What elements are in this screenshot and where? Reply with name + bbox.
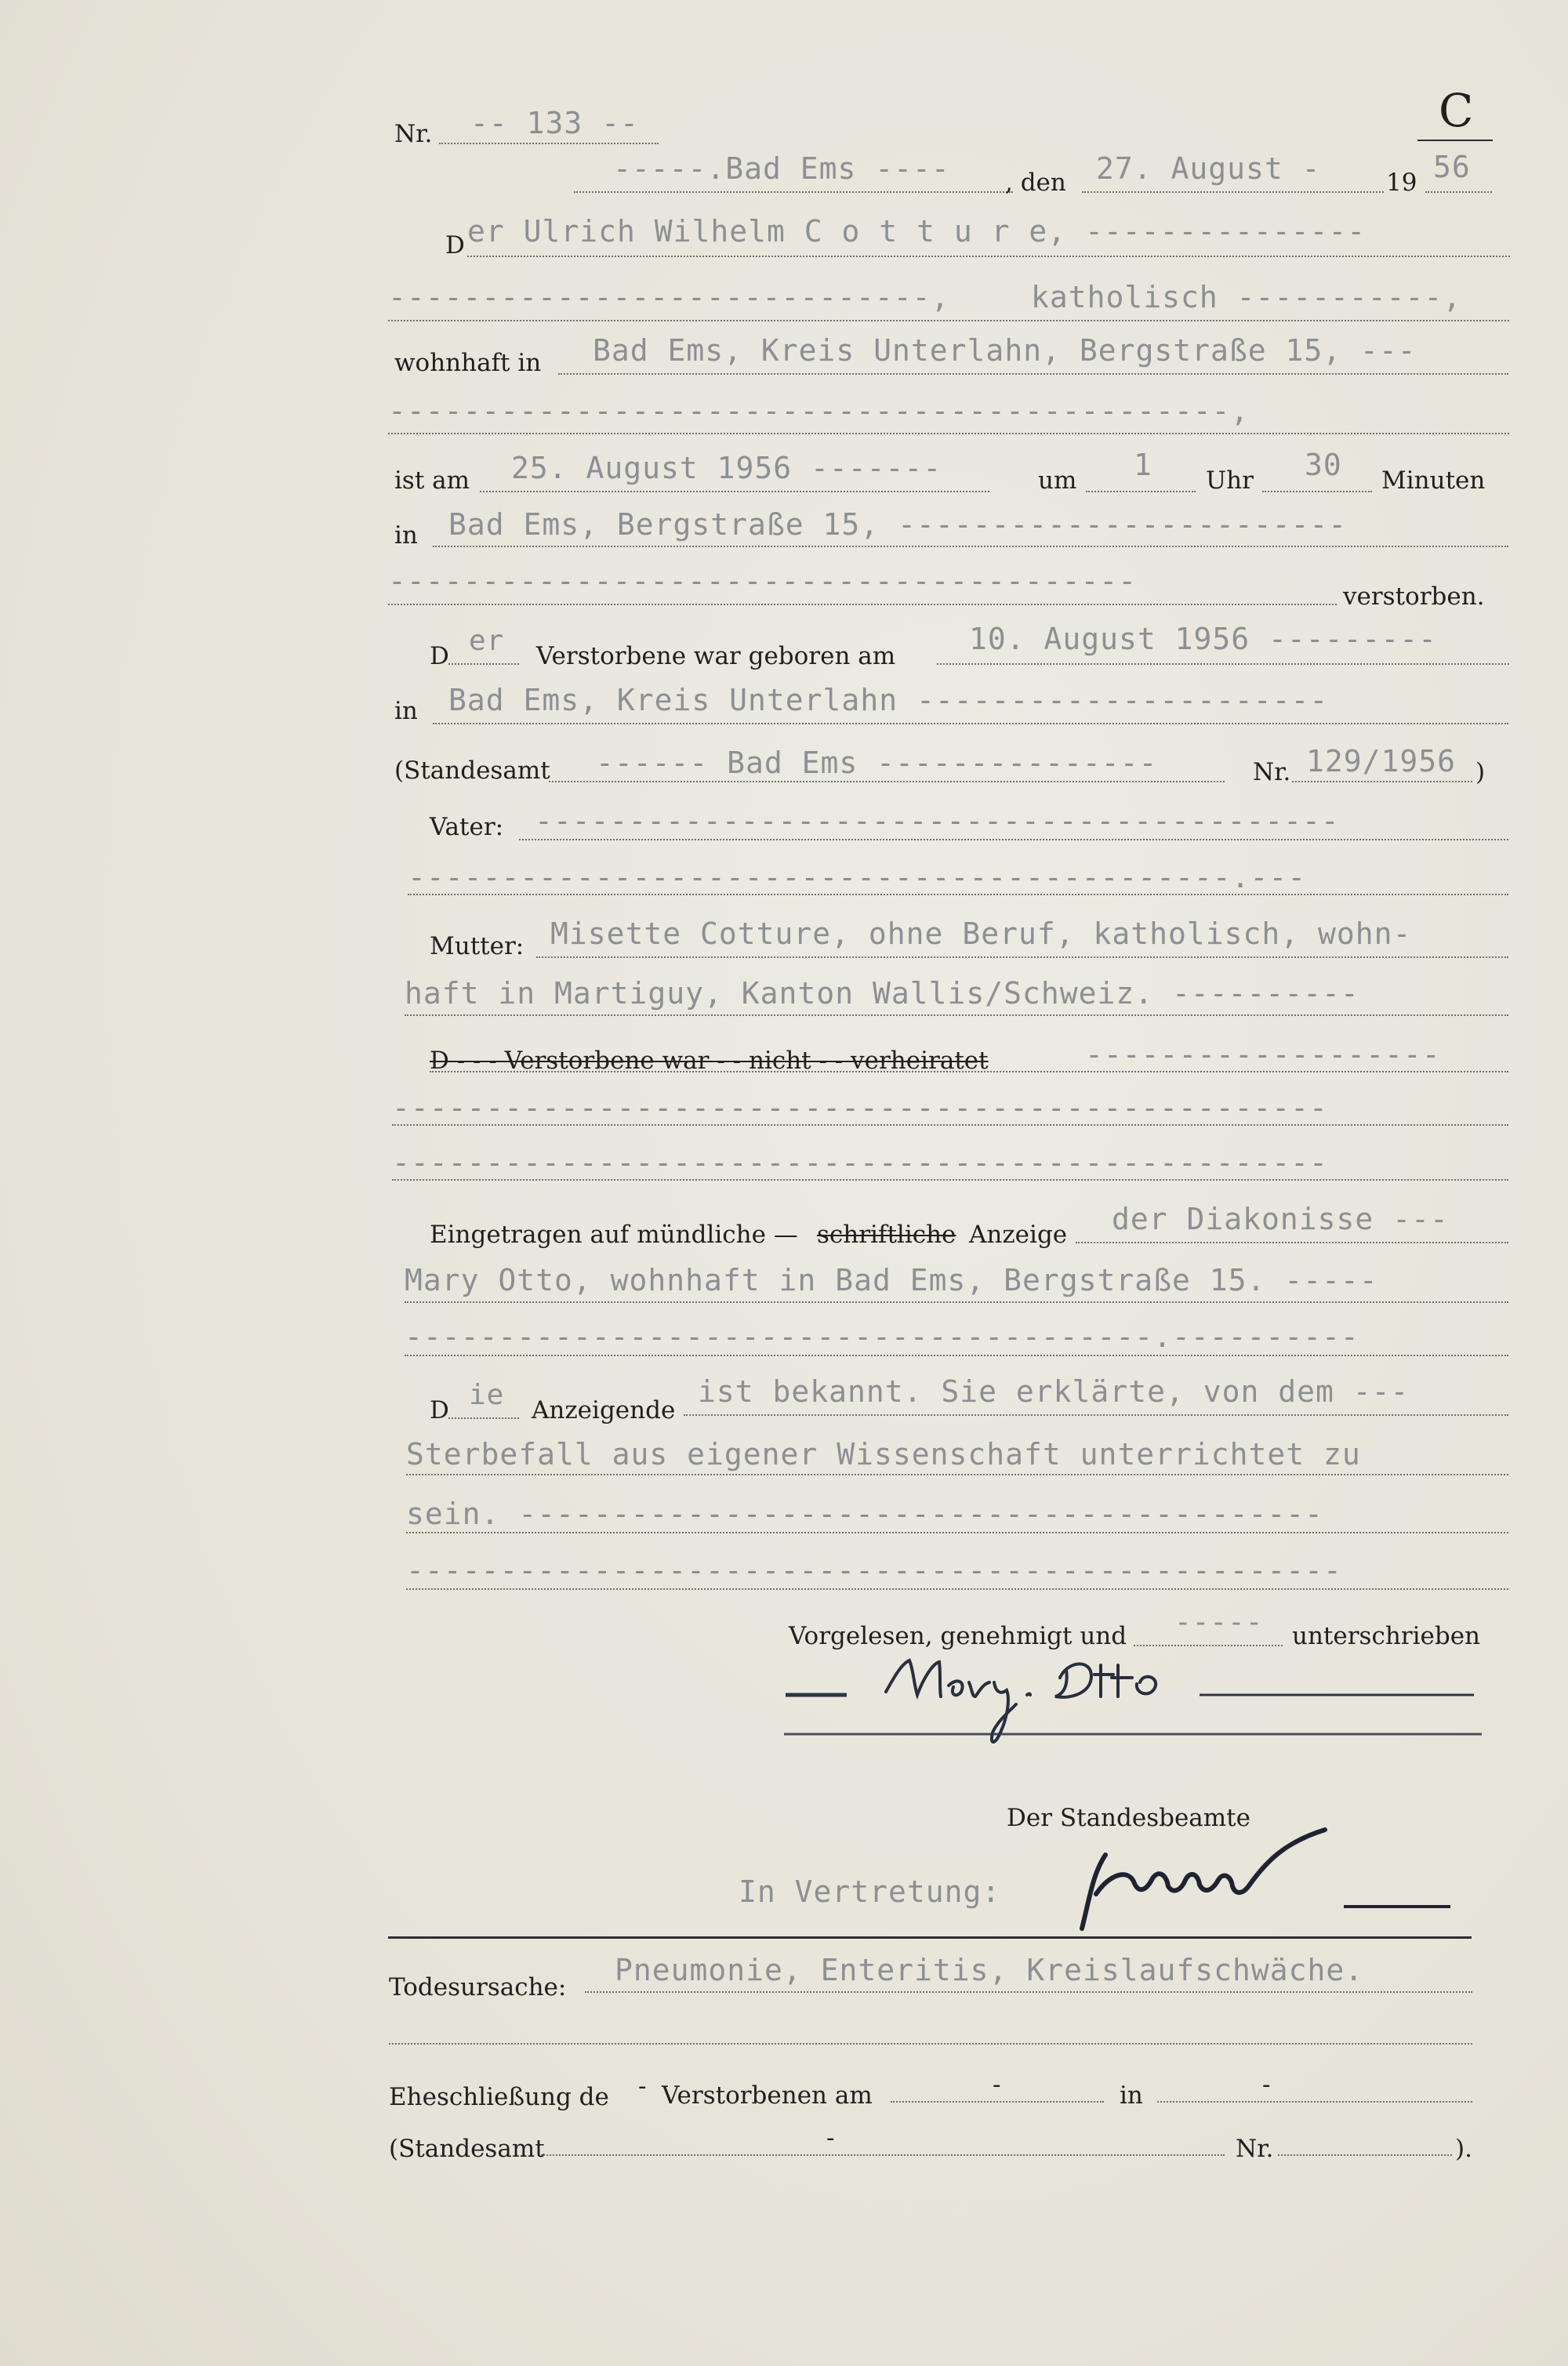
mutter-line2: haft in Martiguy, Kanton Wallis/Schweiz. ----------	[405, 976, 1359, 1011]
residence-line2: ---------------------------------------------,	[388, 394, 1250, 428]
informant-label-struck: schriftliche	[817, 1221, 956, 1249]
birth-date: 10. August 1956 ---------	[969, 622, 1437, 656]
registrar-label: Der Standesbeamte	[1007, 1804, 1250, 1832]
birth-d-suffix: er	[469, 625, 505, 657]
registrar-signature	[1058, 1819, 1466, 1936]
marriage-in-label: in	[1120, 2081, 1143, 2110]
deceased-d-prefix: D	[445, 231, 465, 259]
informant-line1: der Diakonisse ---	[1112, 1202, 1449, 1236]
header-place: -----.Bad Ems ----	[613, 151, 950, 186]
register-letter: C	[1439, 84, 1474, 137]
cause: Pneumonie, Enteritis, Kreislaufschwäche.	[615, 1953, 1364, 1987]
death-hour: 1	[1134, 448, 1152, 482]
statement3: sein. -------------------------------------------	[406, 1497, 1324, 1531]
informant-signature	[784, 1646, 1482, 1756]
birth-nr-label: Nr.	[1253, 758, 1291, 786]
marriage-label-a: Eheschließung de	[389, 2083, 609, 2111]
vater-line2: --------------------------------------------.---	[408, 860, 1307, 895]
mutter-line1: Misette Cotture, ohne Beruf, katholisch, wohn-	[550, 916, 1412, 951]
death-place: Bad Ems, Bergstraße 15, ------------------------	[448, 507, 1348, 542]
den-label: , den	[1005, 169, 1066, 197]
marital-label: D - - - Verstorbene war - - nicht - - verheiratet	[430, 1047, 989, 1075]
statement2: Sterbefall aus eigener Wissenschaft unterrichtet zu	[406, 1437, 1361, 1471]
religion: katholisch -----------,	[1031, 280, 1462, 314]
cause-label: Todesursache:	[389, 1973, 567, 2001]
statement1: ist bekannt. Sie erklärte, von dem ---	[698, 1374, 1410, 1409]
death-in-label: in	[394, 521, 418, 550]
ist-am-label: ist am	[394, 466, 470, 495]
vorgelesen-dash: -----	[1174, 1606, 1264, 1638]
religion-dashes: -----------------------------,	[388, 280, 950, 314]
registrar-rule	[388, 1936, 1472, 1939]
footer-standesamt-label: (Standesamt	[389, 2135, 545, 2163]
footer-close: ).	[1455, 2135, 1472, 2163]
year-suffix: 56	[1433, 150, 1471, 184]
informant-line3: ----------------------------------------.----------	[405, 1319, 1359, 1354]
marital-dashes: -------------------	[1085, 1037, 1441, 1072]
birth-in-label: in	[394, 697, 418, 725]
informant-label-a: Eingetragen auf mündliche —	[430, 1221, 798, 1249]
birth-d-prefix: D	[430, 642, 449, 670]
residence: Bad Ems, Kreis Unterlahn, Bergstraße 15, ---	[593, 333, 1417, 368]
in-vertretung: In Vertretung:	[739, 1874, 1001, 1909]
footer-standesamt-dash: -	[826, 2124, 835, 2152]
anzeigende-d-prefix: D	[430, 1396, 449, 1424]
death-place-line2: ----------------------------------------	[388, 564, 1138, 598]
anzeigende-label: Anzeigende	[532, 1396, 676, 1424]
nr-label: Nr.	[394, 120, 433, 148]
marital-line2: --------------------------------------------------	[392, 1090, 1328, 1125]
anzeigende-d-suffix: ie	[469, 1379, 505, 1411]
birth-close: )	[1475, 758, 1486, 786]
death-date: 25. August 1956 -------	[511, 451, 942, 485]
vater-label: Vater:	[430, 813, 504, 841]
vorgelesen-label: Vorgelesen, genehmigt und	[789, 1622, 1127, 1650]
marriage-label-b: Verstorbenen am	[662, 2081, 873, 2110]
header-date: 27. August -	[1096, 151, 1321, 186]
verstorben-label: verstorben.	[1343, 582, 1485, 611]
informant-line2: Mary Otto, wohnhaft in Bad Ems, Bergstraße 15. -----	[405, 1263, 1378, 1297]
death-minutes: 30	[1305, 448, 1342, 482]
marriage-in-dash: -	[1262, 2070, 1271, 2099]
um-label: um	[1038, 466, 1077, 495]
marriage-dash: -	[638, 2072, 647, 2100]
birth-label: Verstorbene war geboren am	[536, 642, 896, 670]
unterschrieben-label: unterschrieben	[1292, 1622, 1481, 1650]
residence-label: wohnhaft in	[394, 349, 542, 377]
mutter-label: Mutter:	[430, 932, 524, 960]
deceased-name: er Ulrich Wilhelm C o t t u r e, ---------------	[467, 214, 1367, 249]
statement4: --------------------------------------------------	[406, 1553, 1342, 1588]
birth-standesamt-label: (Standesamt	[394, 757, 550, 785]
informant-label-b: Anzeige	[969, 1221, 1068, 1249]
birth-nr: 129/1956	[1306, 744, 1457, 778]
nr-value: -- 133 --	[470, 106, 639, 140]
marriage-am-dash: -	[993, 2070, 1001, 2099]
birth-standesamt: ------ Bad Ems ---------------	[596, 746, 1158, 780]
uhr-label: Uhr	[1206, 466, 1254, 495]
birth-place: Bad Ems, Kreis Unterlahn ----------------------	[448, 683, 1329, 717]
marital-line3: --------------------------------------------------	[392, 1145, 1328, 1180]
minuten-label: Minuten	[1381, 466, 1486, 495]
footer-nr-label: Nr.	[1236, 2135, 1274, 2163]
vater-line1: -------------------------------------------	[535, 804, 1340, 838]
year-prefix: 19	[1386, 169, 1417, 197]
